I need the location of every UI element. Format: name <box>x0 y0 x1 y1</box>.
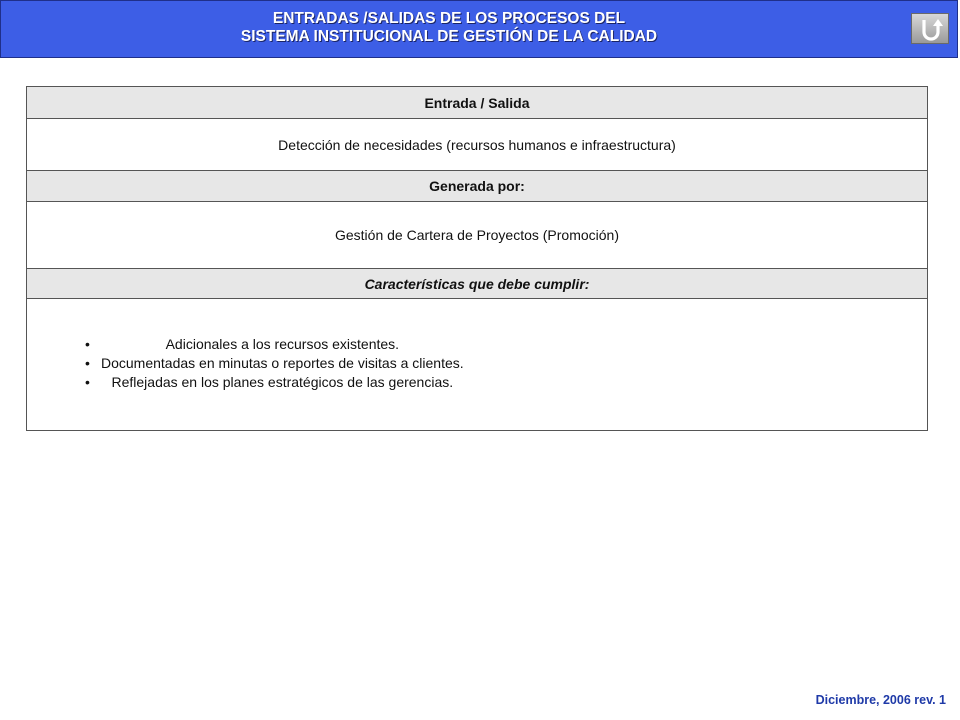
list-item: • Reflejadas en los planes estratégicos de las gerencias. <box>85 373 464 392</box>
page-title-line-2: SISTEMA INSTITUCIONAL DE GESTIÓN DE LA CALIDAD <box>240 28 658 45</box>
generada-por-header: Generada por: <box>27 171 927 202</box>
list-item: • Documentadas en minutas o reportes de visitas a clientes. <box>85 354 464 373</box>
page-title-line-1: ENTRADAS /SALIDAS DE LOS PROCESOS DEL <box>272 10 626 27</box>
caracteristicas-header: Características que debe cumplir: <box>27 269 927 299</box>
list-item: • Adicionales a los recursos existentes. <box>85 335 464 354</box>
generada-por-value: Gestión de Cartera de Proyectos (Promoción) <box>27 202 927 269</box>
caracteristicas-cell <box>27 299 927 430</box>
header-bar <box>0 0 958 58</box>
entrada-salida-value: Detección de necesidades (recursos humanos e infraestructura) <box>27 119 927 171</box>
caracteristicas-list <box>85 335 464 392</box>
revision-footer: Diciembre, 2006 rev. 1 <box>815 693 946 707</box>
entrada-salida-header: Entrada / Salida <box>27 87 927 119</box>
u-turn-arrow-icon <box>919 17 943 41</box>
process-io-table <box>26 86 928 431</box>
page-title <box>1 10 897 46</box>
back-button[interactable] <box>911 13 949 44</box>
